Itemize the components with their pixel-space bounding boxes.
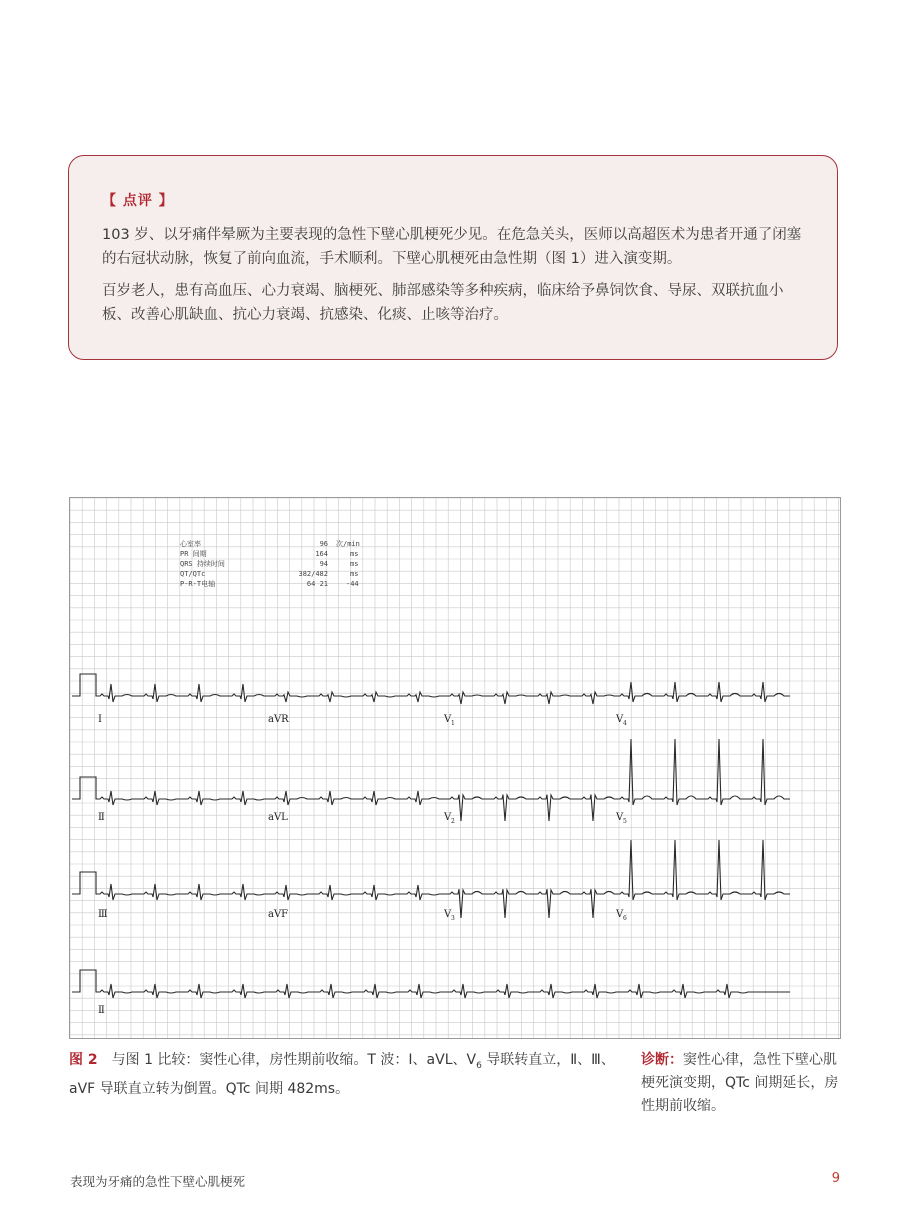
diagnosis: [641, 1049, 841, 1118]
caption-text-b: 导联转直立，Ⅱ、Ⅲ、aVF 导联直立转为倒置。QTc 间期 482ms。: [69, 1052, 615, 1097]
ecg-measure-label: 心室率: [180, 540, 201, 548]
caption-text-a: 与图 1 比较：窦性心律，房性期前收缩。T 波：Ⅰ、aVL、V: [111, 1052, 477, 1068]
lead-label-V5: V: [616, 812, 624, 823]
diagnosis-text: 窦性心律，急性下壁心肌梗死演变期，QTc 间期延长，房性期前收缩。: [641, 1052, 839, 1114]
ecg-measure-value: 164: [315, 550, 328, 558]
lead-label-V3: V: [444, 909, 452, 920]
lead-label-V1: V: [444, 714, 452, 725]
caption-subscript: 6: [476, 1060, 482, 1071]
footer-title: 表现为牙痛的急性下壁心肌梗死: [70, 1174, 246, 1189]
ecg-measure-value: 64 21: [306, 580, 328, 588]
page-number: 9: [831, 1171, 840, 1186]
lead-label-II: Ⅱ: [98, 812, 105, 823]
ecg-measure-label: PR 间期: [180, 550, 207, 558]
ecg-measure-value: 94: [319, 560, 328, 568]
comment-box: [68, 155, 838, 360]
lead-label-V3-sub: 3: [451, 915, 455, 922]
lead-label-I: Ⅰ: [98, 714, 102, 725]
lead-label-V2: V: [444, 812, 452, 823]
lead-label-III: Ⅲ: [98, 909, 108, 920]
diagnosis-label: 诊断：: [641, 1052, 683, 1068]
lead-label-V1-sub: 1: [451, 720, 455, 727]
ecg-measure-value: 382/482: [298, 570, 328, 578]
ecg-measure-unit: ms: [350, 570, 359, 578]
ecg-measure-label: QRS 持续时间: [180, 560, 225, 568]
ecg-measure-unit: -44: [346, 580, 359, 588]
lead-label-aVR: aVR: [268, 714, 289, 725]
figure-caption: [69, 1049, 619, 1101]
lead-label-V5-sub: 5: [623, 818, 627, 825]
lead-label-V4: V: [616, 714, 624, 725]
ecg-grid: [70, 498, 840, 1038]
lead-label-II-rhythm: Ⅱ: [98, 1005, 105, 1016]
ecg-measure-value: 96: [319, 540, 328, 548]
comment-paragraph-1: 103 岁、以牙痛伴晕厥为主要表现的急性下壁心肌梗死少见。在危急关头，医师以高超医术为患者开通了闭塞的右冠状动脉，恢复了前向血流，手术顺利。下壁心肌梗死由急性期（图 1）进入演变期。: [102, 227, 802, 267]
lead-label-V4-sub: 4: [623, 720, 627, 727]
comment-paragraph-2: 百岁老人，患有高血压、心力衰竭、脑梗死、肺部感染等多种疾病，临床给予鼻饲饮食、导尿、双联抗血小板、改善心肌缺血、抗心力衰竭、抗感染、化痰、止咳等治疗。: [102, 283, 784, 323]
ecg-figure: [69, 497, 841, 1039]
ecg-measure-unit: ms: [350, 560, 359, 568]
ecg-measure-label: P-R-T电轴: [180, 580, 216, 588]
lead-label-V2-sub: 2: [451, 818, 455, 825]
ecg-measure-unit: ms: [350, 550, 359, 558]
ecg-measure-unit: 次/min: [336, 540, 360, 548]
lead-label-V6-sub: 6: [623, 915, 627, 922]
lead-label-V6: V: [616, 909, 624, 920]
lead-label-aVL: aVL: [268, 812, 288, 823]
ecg-measure-label: QT/QTc: [180, 570, 206, 578]
lead-label-aVF: aVF: [268, 909, 289, 920]
figure-label: 图 2: [69, 1052, 98, 1068]
comment-title: 【 点评 】: [102, 193, 174, 209]
